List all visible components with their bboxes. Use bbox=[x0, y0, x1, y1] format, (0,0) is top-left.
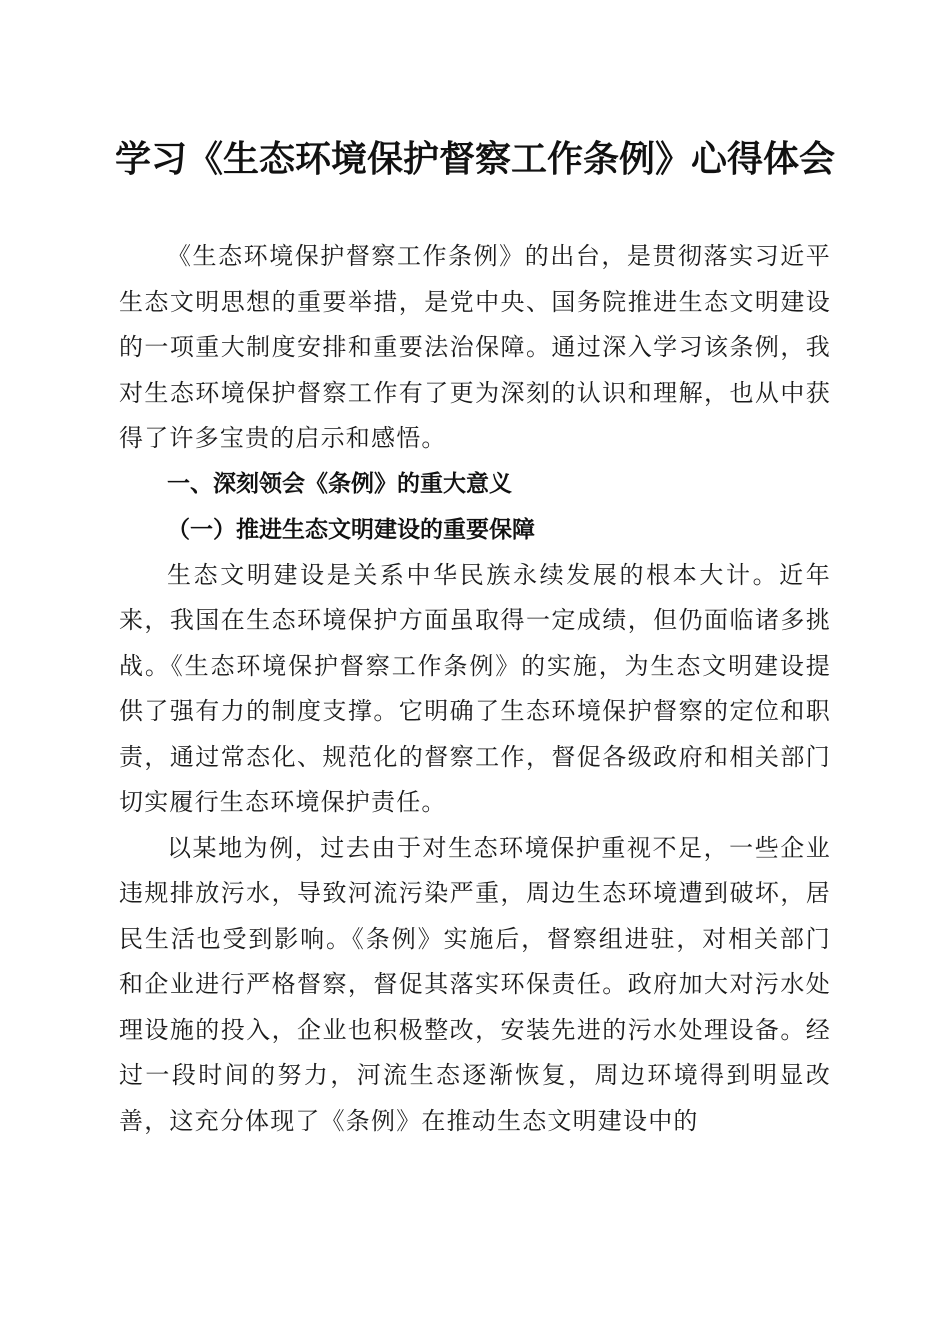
intro-paragraph: 《生态环境保护督察工作条例》的出台，是贯彻落实习近平生态文明思想的重要举措，是党中央、国务院推进生态文明建设的一项重大制度安排和重要法治保障。通过深入学习该条例，我对生态环境保护督察工作有了更为深刻的认识和理解，也从中获得了许多宝贵的启示和感悟。 bbox=[119, 242, 831, 452]
subsection-heading: （一）推进生态文明建设的重要保障 bbox=[167, 516, 535, 543]
body-paragraph: 以某地为例，过去由于对生态环境保护重视不足，一些企业违规排放污水，导致河流污染严重，周边生态环境遭到破坏，居民生活也受到影响。《条例》实施后，督察组进驻，对相关部门和企业进行严格督察，督促其落实环保责任。政府加大对污水处理设施的投入，企业也积极整改，安装先进的污水处理设备。经过一段时间的努力，河流生态逐渐恢复，周边环境得到明显改善，这充分体现了《条例》在推动生态文明建设中的 bbox=[119, 833, 831, 1135]
body-paragraph: 生态文明建设是关系中华民族永续发展的根本大计。近年来，我国在生态环境保护方面虽取得一定成绩，但仍面临诸多挑战。《生态环境保护督察工作条例》的实施，为生态文明建设提供了强有力的制度支撑。它明确了生态环境保护督察的定位和职责，通过常态化、规范化的督察工作，督促各级政府和相关部门切实履行生态环境保护责任。 bbox=[119, 560, 831, 816]
document-body bbox=[119, 234, 831, 1144]
document-title: 学习《生态环境保护督察工作条例》心得体会 bbox=[114, 138, 835, 180]
section-heading: 一、深刻领会《条例》的重大意义 bbox=[167, 470, 512, 497]
